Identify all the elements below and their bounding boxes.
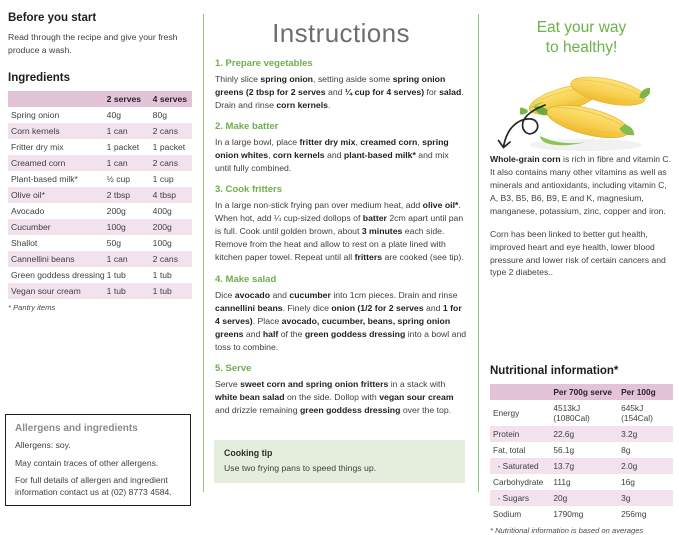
healthy-headline-line2: to healthy! <box>545 39 618 57</box>
bold-text: onion (1/2 for 2 serves <box>331 302 424 313</box>
text: , <box>268 150 273 161</box>
text: . <box>328 100 331 111</box>
table-cell: Green goddess dressing <box>11 270 105 281</box>
bold-text: avocado, cucumber, beans, spring onion greens <box>215 315 451 339</box>
table-header-cell: Per 700g serve <box>550 384 618 400</box>
table-row <box>8 139 192 155</box>
text: Dice <box>215 289 235 300</box>
corn-image-area <box>490 60 673 153</box>
table-cell: 4 tbsp <box>150 187 192 203</box>
table-cell: 100g <box>104 219 150 235</box>
table-cell: 2 cans <box>150 155 192 171</box>
table-header-cell: 2 serves <box>104 91 150 107</box>
table-header-cell: 4 serves <box>150 91 192 107</box>
right-column <box>490 12 673 535</box>
text: into 1cm pieces. Drain and rinse <box>330 289 458 300</box>
text: into a bowl and toss to combine. <box>215 328 467 352</box>
table-row <box>8 107 192 123</box>
text: and <box>423 302 443 313</box>
curved-arrow-icon <box>493 102 551 154</box>
nutrition-note: * Nutritional information is based on averages <box>490 526 644 535</box>
table-cell: - Sugars <box>490 490 550 506</box>
bold-text: 3 minutes <box>361 226 403 237</box>
cooking-tip-text: Use two frying pans to speed things up. <box>224 463 377 473</box>
table-row <box>490 442 673 458</box>
table-cell: 1 packet <box>106 142 140 153</box>
table-cell: 16g <box>621 477 635 488</box>
table-cell: Shallot <box>11 238 38 249</box>
bold-text: Whole-grain corn <box>490 154 561 165</box>
table-cell: 56.1g <box>553 445 575 456</box>
step-body <box>215 136 467 175</box>
table-cell: 2.0g <box>618 458 673 474</box>
table-cell: Sodium <box>493 509 522 520</box>
table-header-row <box>490 384 673 400</box>
table-cell: Protein <box>490 426 550 442</box>
table-cell: 1 tub <box>152 270 172 281</box>
bold-text: plant-based milk* <box>343 150 416 161</box>
table-row <box>8 171 192 187</box>
bold-text: spring onion whites <box>215 137 449 161</box>
step-heading: 5. Serve <box>215 362 252 374</box>
bold-text: cucumber <box>289 289 331 300</box>
table-cell: Creamed corn <box>8 155 104 171</box>
step-heading: 1. Prepare vegetables <box>215 58 313 69</box>
table-row <box>8 219 192 235</box>
text: . Finely dice <box>282 302 332 313</box>
table-cell: Plant-based milk* <box>11 174 78 185</box>
table-cell: 1 tub <box>106 270 126 281</box>
table-cell: 13.7g <box>550 458 618 474</box>
instruction-step <box>215 274 467 354</box>
text: . When hot, add ¼ cup-sized dollops of <box>215 200 461 224</box>
instruction-step <box>215 58 467 112</box>
table-cell: Cucumber <box>8 219 104 235</box>
table-cell: 645kJ (154Cal) <box>621 403 653 424</box>
table-cell: 1 can <box>104 123 150 139</box>
bold-text: avocado <box>234 289 271 300</box>
step-body <box>215 378 467 417</box>
list-line: May contain traces of other allergens. <box>15 457 159 468</box>
text: for <box>424 87 440 98</box>
table-cell: Olive oil* <box>8 187 104 203</box>
table-cell: Cannellini beans <box>8 251 104 267</box>
bold-text: fritters <box>354 252 383 263</box>
bold-text: green goddess dressing <box>300 404 401 415</box>
table-cell: 1 can <box>104 155 150 171</box>
text: Corn has been linked to better gut health, improved heart and eye health, lower blood pressure and lower risk of certain cancers and type 2 diabetes.. <box>490 228 666 278</box>
table-cell: 111g <box>553 477 571 488</box>
table-cell: Avocado <box>11 206 45 217</box>
instruction-step <box>215 121 467 175</box>
table-cell: 3g <box>618 490 673 506</box>
bold-text: half <box>262 328 279 339</box>
table-cell: 200g <box>106 206 126 217</box>
allergens-title: Allergens and ingredients <box>15 423 138 434</box>
table-cell: 2 cans <box>150 251 192 267</box>
table-row <box>490 474 673 490</box>
bold-text: salad <box>439 87 462 98</box>
text: . Drain and rinse <box>215 87 464 111</box>
table-row <box>8 267 192 283</box>
table-cell: 400g <box>152 206 172 217</box>
table-header-cell: Per 100g <box>618 384 673 400</box>
instructions-steps <box>215 58 467 417</box>
bold-text: spring onion greens (2 tbsp for 2 serves <box>215 74 446 98</box>
text: and <box>325 87 345 98</box>
table-cell: 8g <box>621 445 631 456</box>
list-line: Allergens: soy. <box>15 440 71 450</box>
text: and <box>243 328 263 339</box>
text: and <box>270 289 290 300</box>
table-cell: 1790mg <box>553 509 584 520</box>
table-cell: 22.6g <box>550 426 618 442</box>
table-cell: 50g <box>106 238 122 249</box>
text: of the <box>278 328 305 339</box>
bold-text: cannellini beans <box>215 302 283 313</box>
step-heading: 3. Cook fritters <box>215 184 283 196</box>
table-row <box>8 283 192 299</box>
table-cell: Fritter dry mix <box>11 142 64 153</box>
healthy-headline-line1: Eat your way <box>536 19 627 36</box>
table-header-cell <box>8 91 104 107</box>
healthy-headline <box>490 18 673 58</box>
table-cell: 80g <box>152 110 168 121</box>
bold-text: olive oil* <box>422 200 459 211</box>
table-cell: - Saturated <box>490 458 550 474</box>
table-cell: 200g <box>150 219 192 235</box>
table-row <box>8 251 192 267</box>
cooking-tip-box <box>214 440 465 483</box>
wholegrain-paragraph <box>490 153 673 217</box>
text: in a stack with <box>388 378 446 389</box>
instruction-step <box>215 363 467 417</box>
text: and mix until fully combined. <box>215 150 449 174</box>
table-cell: 1 packet <box>152 142 186 153</box>
table-cell: Vegan sour cream <box>8 283 104 299</box>
step-heading: 4. Make salad <box>215 273 277 285</box>
table-row <box>490 426 673 442</box>
table-header-cell <box>490 384 550 400</box>
bold-text: spring onion <box>260 74 313 84</box>
cooking-tip-title: Cooking tip <box>224 448 273 458</box>
table-row <box>490 400 673 426</box>
bold-text: fritter dry mix <box>299 137 356 148</box>
text: and drizzle remaining <box>215 404 300 415</box>
table-cell: 100g <box>152 238 172 249</box>
table-cell: 4513kJ (1080Cal) <box>553 403 590 424</box>
table-cell: Carbohydrate <box>493 477 544 488</box>
left-column <box>8 12 192 497</box>
text: on the side. Dollop with <box>284 391 380 402</box>
text: each side. Remove from the heat and allow to rest on a plate lined with kitchen paper towel. Repeat until all <box>215 226 446 263</box>
allergens-lines <box>15 440 181 498</box>
bold-text: vegan sour cream <box>379 391 454 402</box>
text: Serve <box>215 378 241 389</box>
table-cell: Fat, total <box>493 445 526 456</box>
text: are cooked (see tip). <box>382 252 464 263</box>
before-you-start-text: Read through the recipe and give your fresh produce a wash. <box>8 32 178 56</box>
step-body <box>215 73 467 112</box>
instructions-title: Instructions <box>272 18 410 48</box>
bold-text: corn kernels <box>276 100 328 111</box>
table-cell: 3.2g <box>618 426 673 442</box>
text: , <box>355 137 361 148</box>
step-body <box>215 199 467 264</box>
text: , setting aside some <box>313 74 393 84</box>
bold-text: green goddess dressing <box>304 328 406 339</box>
text: , <box>417 137 423 148</box>
step-heading: 2. Make batter <box>215 121 279 133</box>
corn-benefits-paragraph <box>490 228 673 280</box>
table-cell: Energy <box>493 408 520 419</box>
step-body <box>215 289 467 354</box>
table-cell: 1 can <box>104 251 150 267</box>
ingredients-title: Ingredients <box>8 72 70 85</box>
table-row <box>490 490 673 506</box>
allergens-box <box>5 414 191 506</box>
nutrition-table <box>490 384 673 522</box>
table-cell: Spring onion <box>11 110 60 121</box>
ingredients-table <box>8 91 192 299</box>
table-cell: 2 tbsp <box>104 187 150 203</box>
bold-text: white bean salad <box>215 391 285 402</box>
table-cell: 1 cup <box>152 174 174 185</box>
text: over the top. <box>400 404 452 415</box>
table-cell: Corn kernels <box>8 123 104 139</box>
table-row <box>8 155 192 171</box>
text: is rich in fibre and vitamin C. It also contains many other vitamins as well as minerals and antioxidants, including vitamin C, A, B3, B5, B6, B9, E and K, magnesium, manganese, potassium, zinc, copper and iron. <box>490 154 671 216</box>
text: In a large non-stick frying pan over medium heat, add <box>215 200 423 211</box>
bold-text: batter <box>362 213 387 224</box>
table-cell: 1 tub <box>104 283 150 299</box>
table-cell: 20g <box>550 490 618 506</box>
table-row <box>8 203 192 219</box>
bold-text: sweet corn and spring onion fritters <box>240 378 389 389</box>
table-cell: 2 cans <box>150 123 192 139</box>
table-row <box>8 235 192 251</box>
pantry-note: * Pantry items <box>8 303 56 313</box>
instructions-column <box>203 14 479 492</box>
table-row <box>8 123 192 139</box>
table-cell: 256mg <box>621 509 647 520</box>
table-row <box>8 187 192 203</box>
table-cell: 1 tub <box>150 283 192 299</box>
bold-text: 1 for 4 serves) <box>215 302 462 326</box>
list-line: For full details of allergen and ingredient information contact us at (02) 8773 4584. <box>15 475 172 497</box>
table-cell: 40g <box>106 110 122 121</box>
text: In a large bowl, place <box>215 137 300 148</box>
bold-text: creamed corn <box>360 137 418 148</box>
table-header-row <box>8 91 192 107</box>
text: and <box>324 150 344 161</box>
table-cell: ½ cup <box>106 174 131 185</box>
instruction-step <box>215 184 467 264</box>
nutrition-title: Nutritional information* <box>490 365 619 378</box>
text: 2cm apart until pan is full. Cook until golden brown, about <box>215 213 464 237</box>
text: Thinly slice <box>215 74 261 84</box>
before-you-start-title: Before you start <box>8 12 97 24</box>
bold-text: corn kernels <box>272 150 325 161</box>
table-row <box>490 458 673 474</box>
bold-text: ¼ cup for 4 serves) <box>344 87 425 98</box>
text: . Place <box>252 315 282 326</box>
